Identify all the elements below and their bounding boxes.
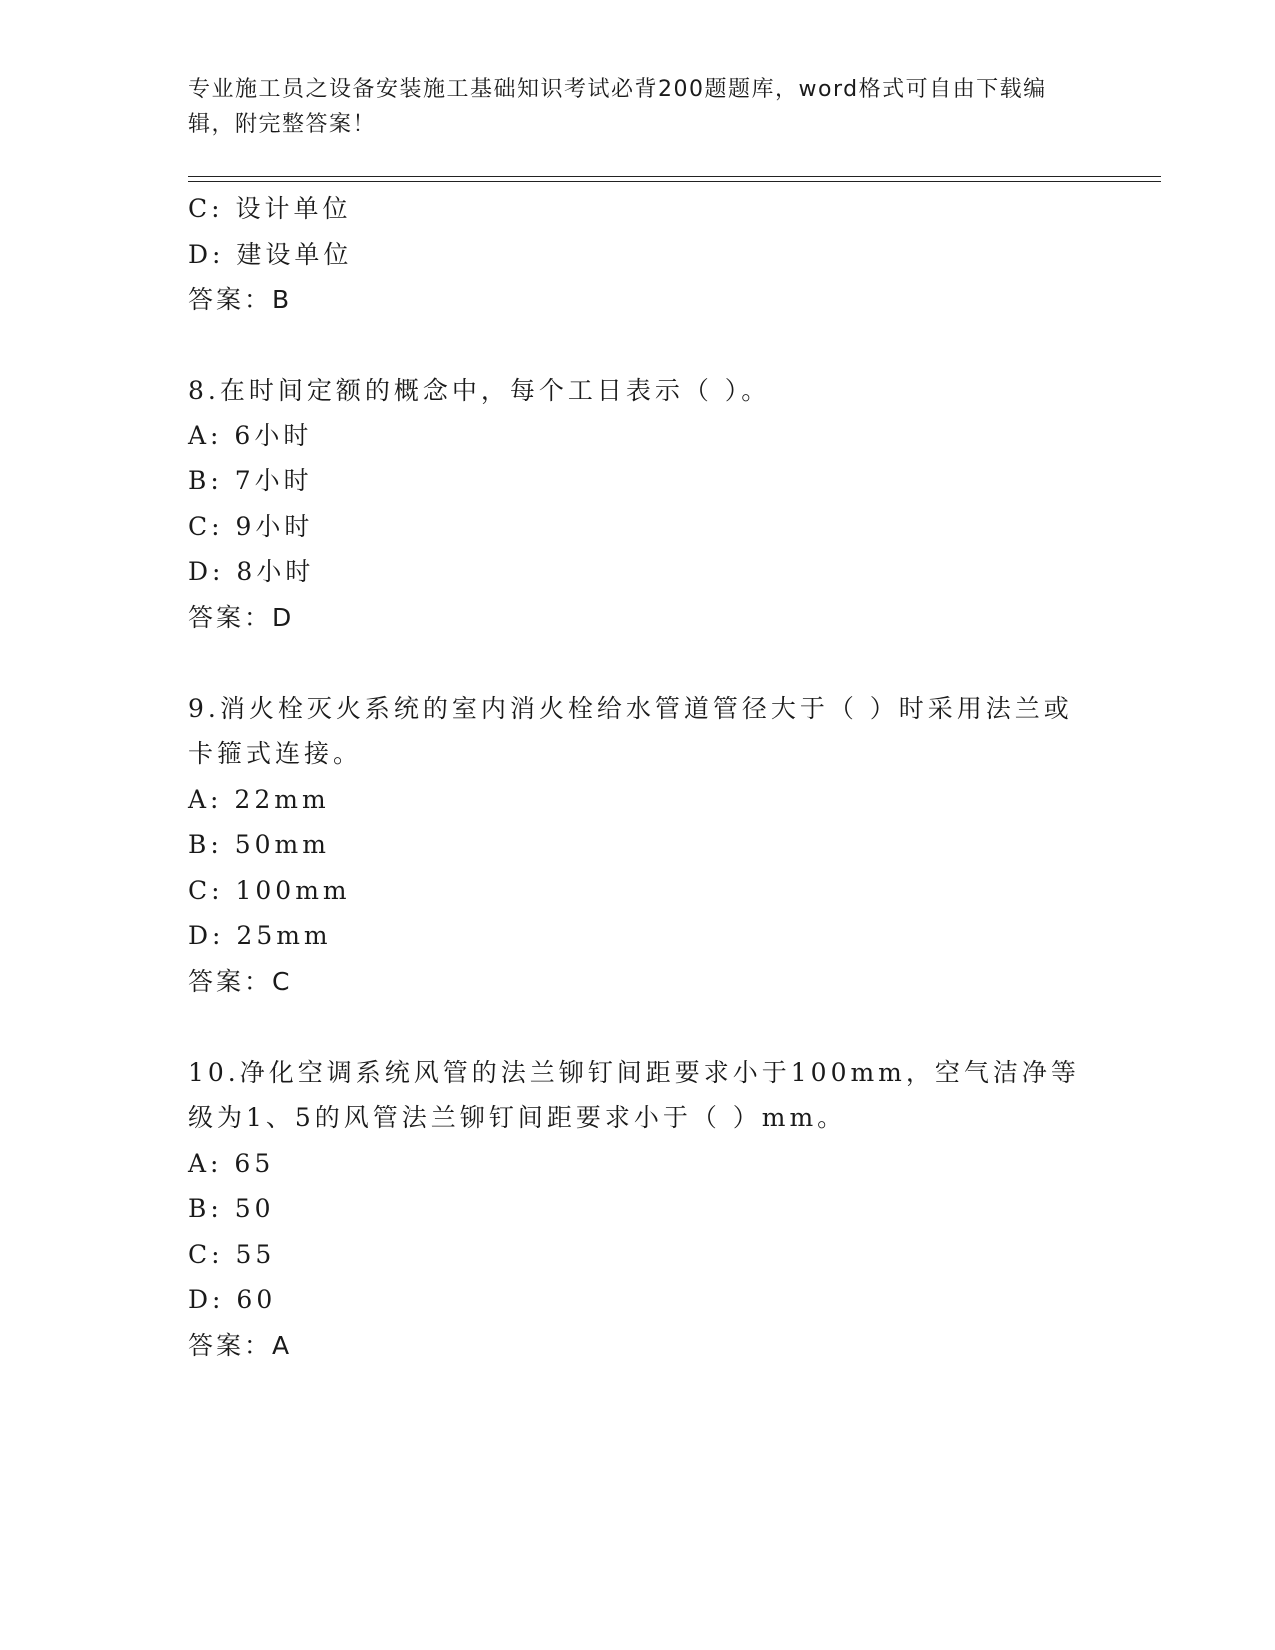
q8-option-b: B: 7小时 [188,466,313,495]
q10-option-c: C: 55 [188,1240,276,1269]
q10-stem: 10.净化空调系统风管的法兰铆钉间距要求小于100mm，空气洁净等级为1、5的风管法兰铆钉间距要求小于（ ）mm。 [188,1058,1080,1132]
document-header: 专业施工员之设备安装施工基础知识考试必背200题题库，word格式可自由下载编辑，附完整答案！ [188,77,1047,137]
q9-option-b: B: 50mm [188,830,330,859]
q8-answer: 答案：D [188,603,295,632]
q9-option-d: D: 25mm [188,921,332,950]
q8-stem: 8.在时间定额的概念中，每个工日表示（ ）。 [188,376,771,405]
q7-answer: 答案：B [188,285,293,314]
q10-option-b: B: 50 [188,1194,275,1223]
header-divider-top [188,176,1161,177]
q9-stem: 9.消火栓灭火系统的室内消火栓给水管道管径大于（ ）时采用法兰或卡箍式连接。 [188,694,1073,768]
q7-option-d: D: 建设单位 [188,240,353,269]
q8-option-d: D: 8小时 [188,557,315,586]
q10-option-a: A: 65 [188,1149,275,1178]
header-divider-bottom [188,181,1161,182]
q8-option-c: C: 9小时 [188,512,314,541]
q9-option-c: C: 100mm [188,876,351,905]
q10-option-d: D: 60 [188,1285,277,1314]
q10-answer: 答案：A [188,1331,293,1360]
q8-option-a: A: 6小时 [188,421,313,450]
q7-option-c: C: 设计单位 [188,194,352,223]
q9-answer: 答案：C [188,967,293,996]
q9-option-a: A: 22mm [188,785,330,814]
